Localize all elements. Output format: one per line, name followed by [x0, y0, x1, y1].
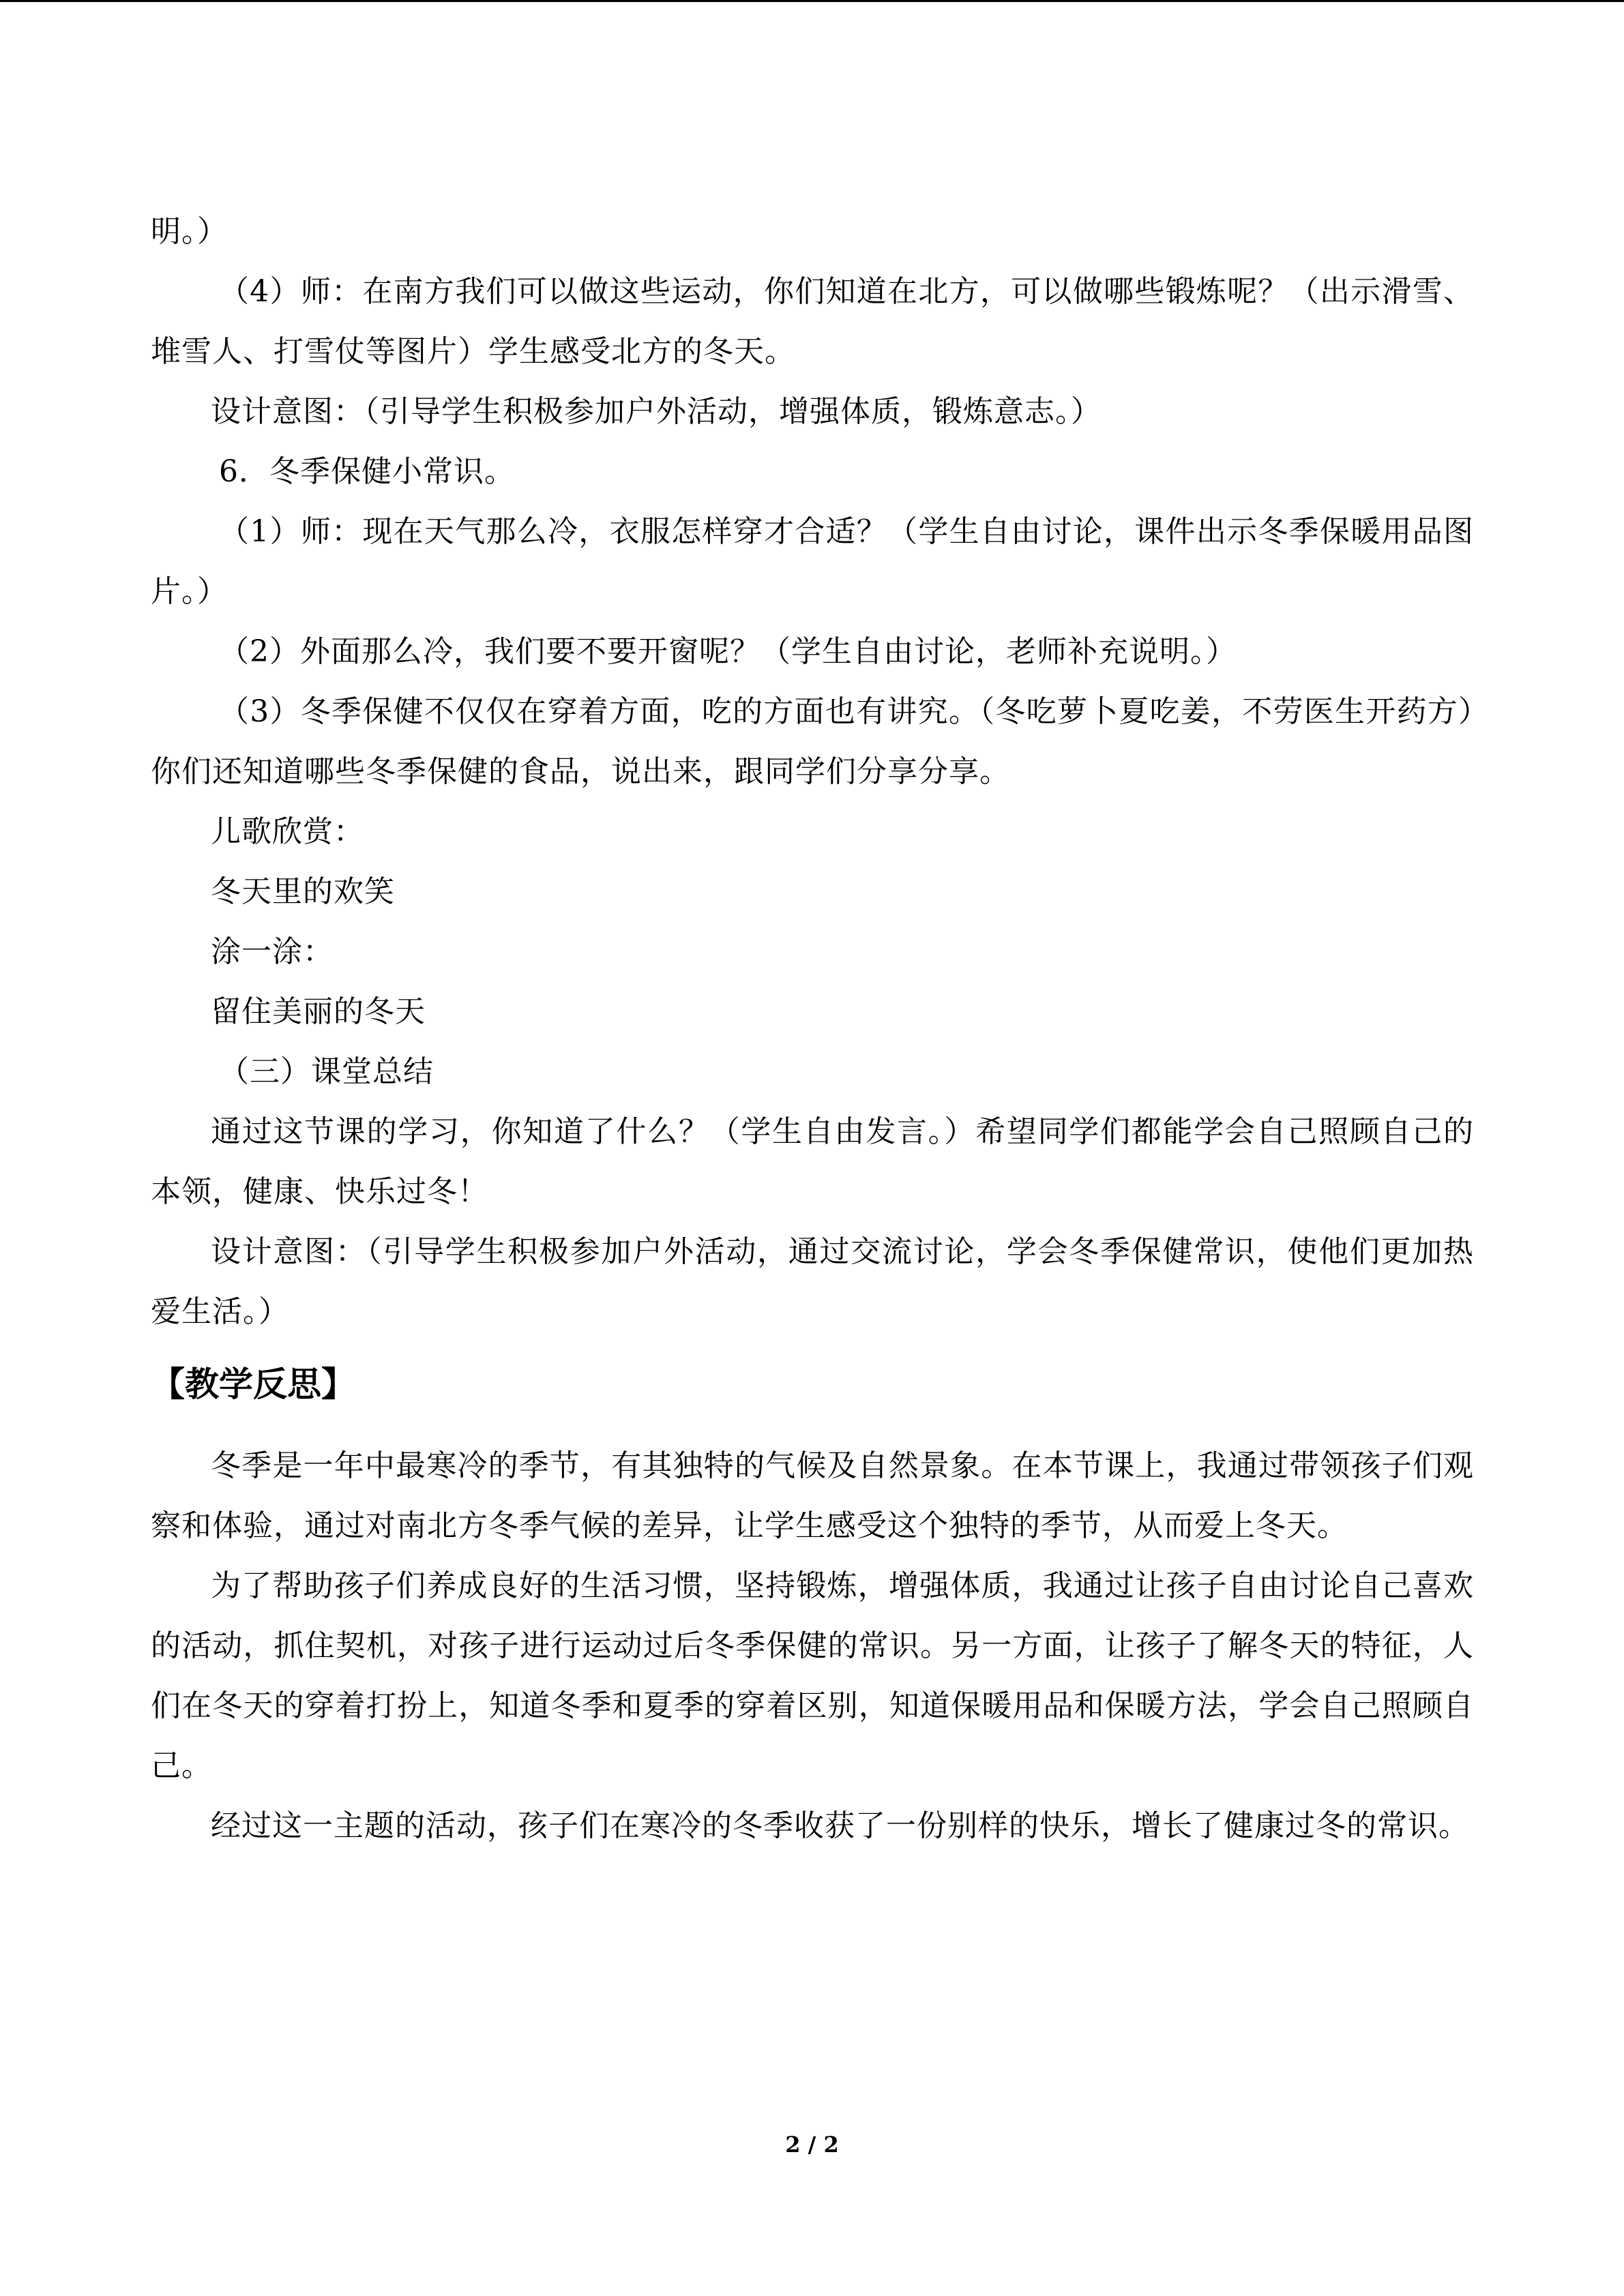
paragraph-coloring-label: 涂一涂： — [211, 934, 334, 969]
paragraph-song-label: 儿歌欣赏： — [211, 814, 364, 849]
paragraph-item-3: （3）冬季保健不仅仅在穿着方面，吃的方面也有讲究。（冬吃萝卜夏吃姜，不劳医生开药方）你们还知道哪些冬季保健的食品，说出来，跟同学们分享分享。 — [151, 694, 1474, 789]
section-heading-reflection: 【教学反思】 — [151, 1365, 355, 1404]
paragraph-item-1: （1）师：现在天气那么冷，衣服怎样穿才合适？（学生自由讨论，课件出示冬季保暖用品图片。） — [151, 514, 1474, 609]
paragraph-summary-title: （三）课堂总结 — [219, 1054, 434, 1089]
paragraph-continuation: 明。） — [151, 214, 228, 249]
paragraph-design-intent-1: 设计意图：（引导学生积极参加户外活动，增强体质，锻炼意志。） — [211, 394, 1102, 429]
paragraph-coloring-title: 留住美丽的冬天 — [211, 994, 426, 1029]
reflection-paragraph-3: 经过这一主题的活动，孩子们在寒冷的冬季收获了一份别样的快乐，增长了健康过冬的常识。 — [211, 1808, 1469, 1843]
paragraph-item-2: （2）外面那么冷，我们要不要开窗呢？（学生自由讨论，老师补充说明。） — [219, 634, 1237, 669]
paragraph-step-4: （4）师：在南方我们可以做这些运动，你们知道在北方，可以做哪些锻炼呢？（出示滑雪、堆雪人、打雪仗等图片）学生感受北方的冬天。 — [151, 274, 1474, 369]
reflection-paragraph-1: 冬季是一年中最寒冷的季节，有其独特的气候及自然景象。在本节课上，我通过带领孩子们观察和体验，通过对南北方冬季气候的差异，让学生感受这个独特的季节，从而爱上冬天。 — [151, 1448, 1474, 1543]
paragraph-summary-text: 通过这节课的学习，你知道了什么？（学生自由发言。）希望同学们都能学会自己照顾自己的本领，健康、快乐过冬！ — [151, 1114, 1474, 1209]
paragraph-section-6-title: 6．冬季保健小常识。 — [219, 454, 515, 489]
paragraph-design-intent-2: 设计意图：（引导学生积极参加户外活动，通过交流讨论，学会冬季保健常识，使他们更加热爱生活。） — [151, 1234, 1474, 1329]
reflection-paragraph-2: 为了帮助孩子们养成良好的生活习惯，坚持锻炼，增强体质，我通过让孩子自由讨论自己喜欢的活动，抓住契机，对孩子进行运动过后冬季保健的常识。另一方面，让孩子了解冬天的特征，人们在冬天的穿着打扮上，知道冬季和夏季的穿着区别，知道保暖用品和保暖方法，学会自己照顾自己。 — [151, 1568, 1474, 1783]
top-border-line — [0, 0, 1624, 2]
document-body — [151, 202, 1474, 1856]
page-number: 2 / 2 — [785, 2132, 839, 2158]
paragraph-song-title: 冬天里的欢笑 — [211, 874, 395, 909]
